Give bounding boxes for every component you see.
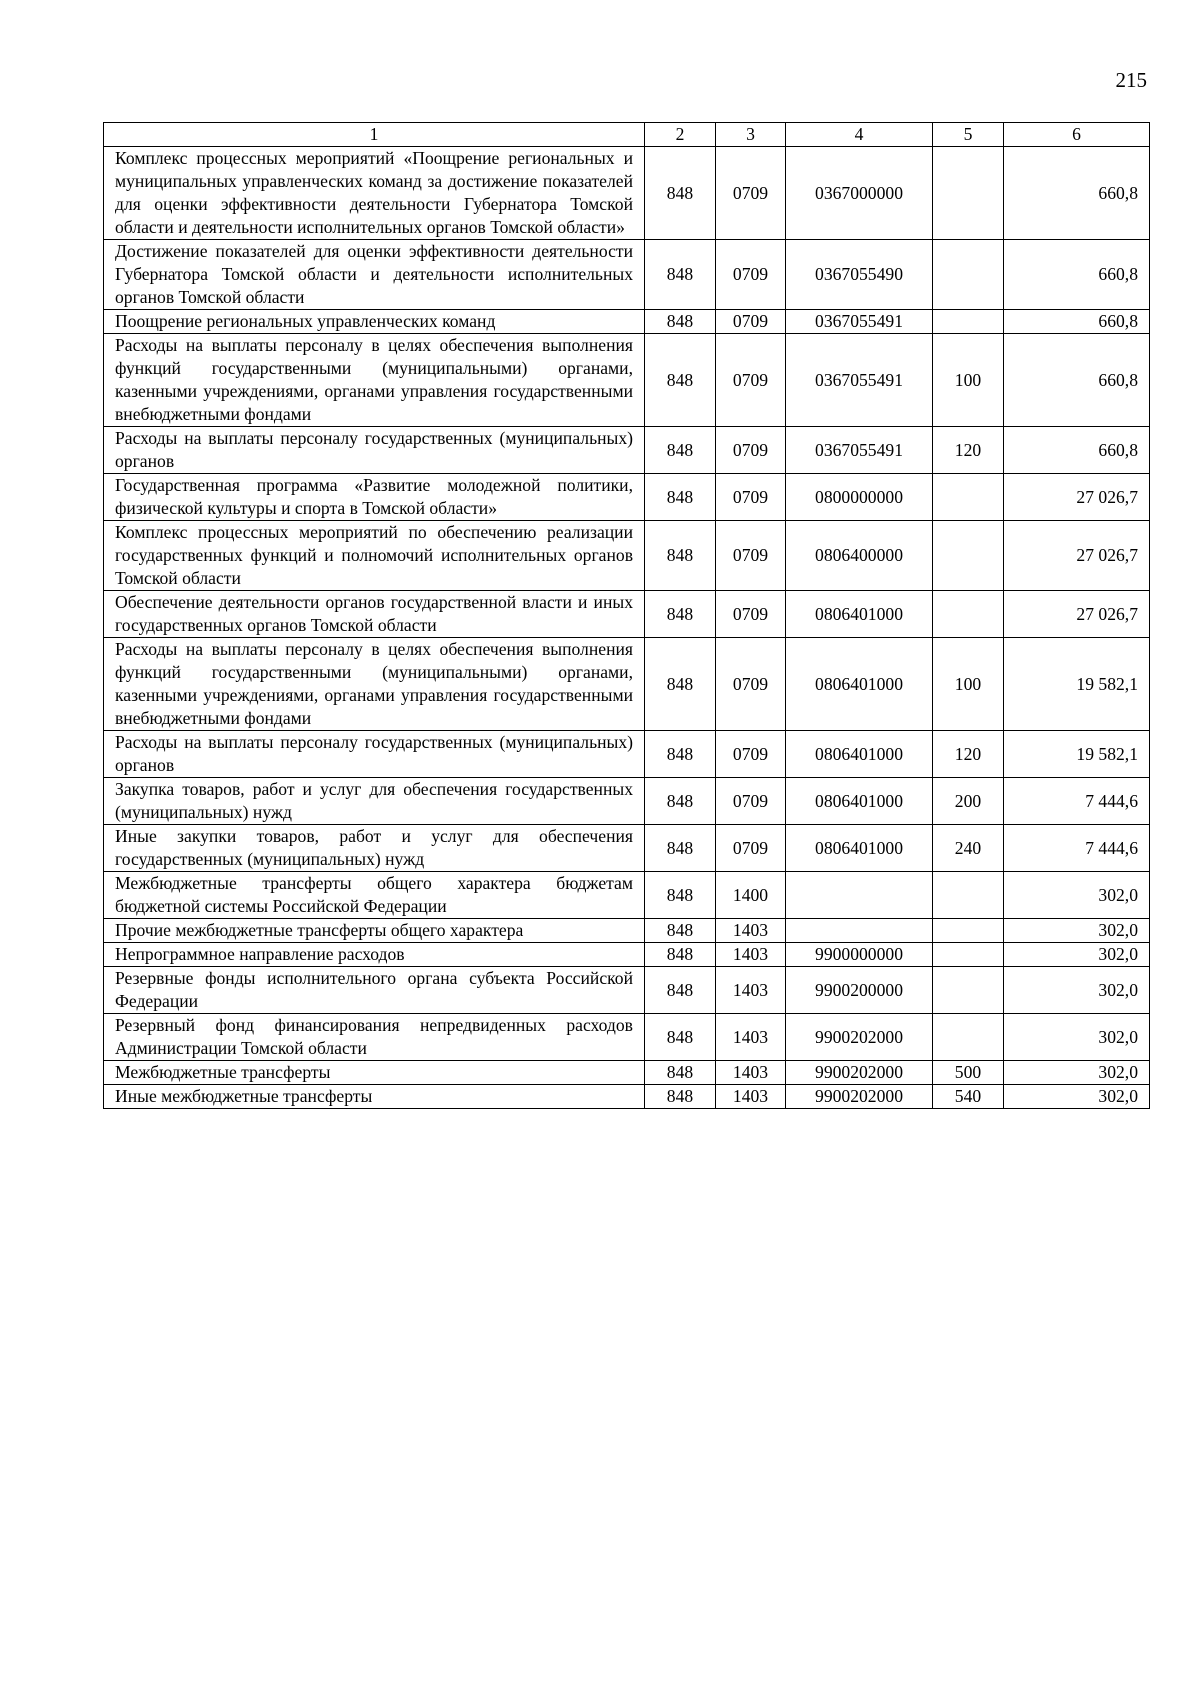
row-col-2: 848: [645, 334, 716, 427]
row-col-5: 540: [933, 1085, 1004, 1109]
row-col-3: 1403: [716, 967, 786, 1014]
row-col-3: 1403: [716, 919, 786, 943]
row-col-5: 100: [933, 638, 1004, 731]
row-col-5: [933, 967, 1004, 1014]
row-col-3: 0709: [716, 334, 786, 427]
row-name: Комплекс процессных мероприятий по обеспечению реализации государственных функций и полномочий исполнительных органов Томской области: [104, 521, 645, 591]
row-col-6: 27 026,7: [1004, 474, 1150, 521]
row-col-2: 848: [645, 638, 716, 731]
page-number: 215: [1115, 68, 1147, 92]
row-col-6: 302,0: [1004, 967, 1150, 1014]
table-row: [104, 1061, 1150, 1085]
row-col-5: [933, 1014, 1004, 1061]
table-row: [104, 638, 1150, 731]
row-col-2: 848: [645, 147, 716, 240]
table-row: [104, 778, 1150, 825]
table-row: [104, 427, 1150, 474]
row-name: Поощрение региональных управленческих команд: [104, 310, 645, 334]
row-col-4: 0367055491: [786, 427, 933, 474]
table-header: [104, 123, 1150, 147]
table-row: [104, 147, 1150, 240]
row-col-4: 9900000000: [786, 943, 933, 967]
table-row: [104, 240, 1150, 310]
table-row: [104, 334, 1150, 427]
row-col-5: 240: [933, 825, 1004, 872]
row-col-2: 848: [645, 427, 716, 474]
row-col-3: 0709: [716, 474, 786, 521]
table-row: [104, 919, 1150, 943]
header-col-3: 3: [716, 123, 786, 147]
row-col-3: 0709: [716, 240, 786, 310]
row-name: Иные межбюджетные трансферты: [104, 1085, 645, 1109]
row-col-4: 9900200000: [786, 967, 933, 1014]
row-col-4: 0806401000: [786, 778, 933, 825]
row-col-6: 302,0: [1004, 1085, 1150, 1109]
row-col-5: [933, 147, 1004, 240]
row-name: Иные закупки товаров, работ и услуг для обеспечения государственных (муниципальных) нужд: [104, 825, 645, 872]
row-col-6: 7 444,6: [1004, 778, 1150, 825]
row-col-5: 120: [933, 731, 1004, 778]
row-col-5: [933, 474, 1004, 521]
table-row: [104, 825, 1150, 872]
table-row: [104, 591, 1150, 638]
row-name: Закупка товаров, работ и услуг для обеспечения государственных (муниципальных) нужд: [104, 778, 645, 825]
row-name: Расходы на выплаты персоналу государственных (муниципальных) органов: [104, 427, 645, 474]
row-col-2: 848: [645, 310, 716, 334]
row-col-4: 0367055491: [786, 334, 933, 427]
row-col-2: 848: [645, 240, 716, 310]
row-col-6: 660,8: [1004, 427, 1150, 474]
row-col-3: 1403: [716, 1085, 786, 1109]
row-col-6: 7 444,6: [1004, 825, 1150, 872]
row-col-5: [933, 591, 1004, 638]
row-col-2: 848: [645, 778, 716, 825]
row-col-4: 0367055491: [786, 310, 933, 334]
table-body: [104, 147, 1150, 1109]
row-col-6: 660,8: [1004, 310, 1150, 334]
header-col-6: 6: [1004, 123, 1150, 147]
row-name: Обеспечение деятельности органов государственной власти и иных государственных органов Томской области: [104, 591, 645, 638]
row-col-3: 0709: [716, 825, 786, 872]
row-col-3: 0709: [716, 521, 786, 591]
row-col-6: 27 026,7: [1004, 521, 1150, 591]
header-row: [104, 123, 1150, 147]
row-col-6: 19 582,1: [1004, 731, 1150, 778]
row-col-2: 848: [645, 825, 716, 872]
row-col-6: 660,8: [1004, 240, 1150, 310]
row-col-3: 0709: [716, 778, 786, 825]
row-col-5: 120: [933, 427, 1004, 474]
row-col-3: 0709: [716, 591, 786, 638]
table-row: [104, 1085, 1150, 1109]
table-row: [104, 731, 1150, 778]
row-col-5: 200: [933, 778, 1004, 825]
row-col-3: 0709: [716, 638, 786, 731]
row-col-2: 848: [645, 1014, 716, 1061]
row-col-2: 848: [645, 731, 716, 778]
row-name: Резервные фонды исполнительного органа субъекта Российской Федерации: [104, 967, 645, 1014]
row-col-2: 848: [645, 967, 716, 1014]
row-name: Достижение показателей для оценки эффективности деятельности Губернатора Томской области и деятельности исполнительных органов Томской области: [104, 240, 645, 310]
row-col-2: 848: [645, 872, 716, 919]
budget-table: [103, 122, 1150, 1109]
header-col-5: 5: [933, 123, 1004, 147]
row-name: Непрограммное направление расходов: [104, 943, 645, 967]
row-col-3: 0709: [716, 427, 786, 474]
row-col-5: 500: [933, 1061, 1004, 1085]
row-col-5: 100: [933, 334, 1004, 427]
row-col-5: [933, 521, 1004, 591]
row-col-3: 1400: [716, 872, 786, 919]
row-col-6: 19 582,1: [1004, 638, 1150, 731]
row-col-3: 1403: [716, 943, 786, 967]
row-col-3: 1403: [716, 1061, 786, 1085]
row-col-5: [933, 943, 1004, 967]
row-col-3: 0709: [716, 310, 786, 334]
table-row: [104, 474, 1150, 521]
row-col-4: 9900202000: [786, 1085, 933, 1109]
row-col-2: 848: [645, 919, 716, 943]
row-col-4: 0806401000: [786, 825, 933, 872]
header-col-2: 2: [645, 123, 716, 147]
header-col-1: 1: [104, 123, 645, 147]
row-col-3: 1403: [716, 1014, 786, 1061]
table-row: [104, 1014, 1150, 1061]
row-col-4: [786, 919, 933, 943]
row-name: Комплекс процессных мероприятий «Поощрение региональных и муниципальных управленческих команд за достижение показателей для оценки эффективности деятельности Губернатора Томской области и деятельности исполнительных органов Томской области»: [104, 147, 645, 240]
row-col-4: 0806400000: [786, 521, 933, 591]
row-name: Расходы на выплаты персоналу государственных (муниципальных) органов: [104, 731, 645, 778]
row-name: Межбюджетные трансферты: [104, 1061, 645, 1085]
table-row: [104, 943, 1150, 967]
row-col-6: 27 026,7: [1004, 591, 1150, 638]
row-col-4: 0806401000: [786, 638, 933, 731]
row-col-5: [933, 872, 1004, 919]
row-col-2: 848: [645, 591, 716, 638]
row-col-4: 0367000000: [786, 147, 933, 240]
row-col-4: 0800000000: [786, 474, 933, 521]
row-col-6: 302,0: [1004, 919, 1150, 943]
row-col-4: 0806401000: [786, 591, 933, 638]
row-col-6: 302,0: [1004, 943, 1150, 967]
row-col-2: 848: [645, 521, 716, 591]
table-row: [104, 967, 1150, 1014]
row-name: Межбюджетные трансферты общего характера бюджетам бюджетной системы Российской Федерации: [104, 872, 645, 919]
row-name: Резервный фонд финансирования непредвиденных расходов Администрации Томской области: [104, 1014, 645, 1061]
row-col-3: 0709: [716, 731, 786, 778]
row-name: Прочие межбюджетные трансферты общего характера: [104, 919, 645, 943]
row-col-6: 302,0: [1004, 872, 1150, 919]
row-name: Расходы на выплаты персоналу в целях обеспечения выполнения функций государственными (муниципальными) органами, казенными учреждениями, органами управления государственными внебюджетными фондами: [104, 638, 645, 731]
row-col-2: 848: [645, 1085, 716, 1109]
row-col-2: 848: [645, 1061, 716, 1085]
row-col-6: 660,8: [1004, 147, 1150, 240]
row-col-6: 302,0: [1004, 1014, 1150, 1061]
header-col-4: 4: [786, 123, 933, 147]
row-col-2: 848: [645, 943, 716, 967]
table-row: [104, 310, 1150, 334]
row-col-5: [933, 240, 1004, 310]
row-name: Государственная программа «Развитие молодежной политики, физической культуры и спорта в Томской области»: [104, 474, 645, 521]
row-col-5: [933, 310, 1004, 334]
row-col-4: 9900202000: [786, 1061, 933, 1085]
row-name: Расходы на выплаты персоналу в целях обеспечения выполнения функций государственными (муниципальными) органами, казенными учреждениями, органами управления государственными внебюджетными фондами: [104, 334, 645, 427]
row-col-6: 660,8: [1004, 334, 1150, 427]
table-row: [104, 872, 1150, 919]
row-col-5: [933, 919, 1004, 943]
row-col-4: 0806401000: [786, 731, 933, 778]
row-col-2: 848: [645, 474, 716, 521]
row-col-4: 0367055490: [786, 240, 933, 310]
row-col-4: 9900202000: [786, 1014, 933, 1061]
row-col-6: 302,0: [1004, 1061, 1150, 1085]
row-col-3: 0709: [716, 147, 786, 240]
row-col-4: [786, 872, 933, 919]
table-row: [104, 521, 1150, 591]
